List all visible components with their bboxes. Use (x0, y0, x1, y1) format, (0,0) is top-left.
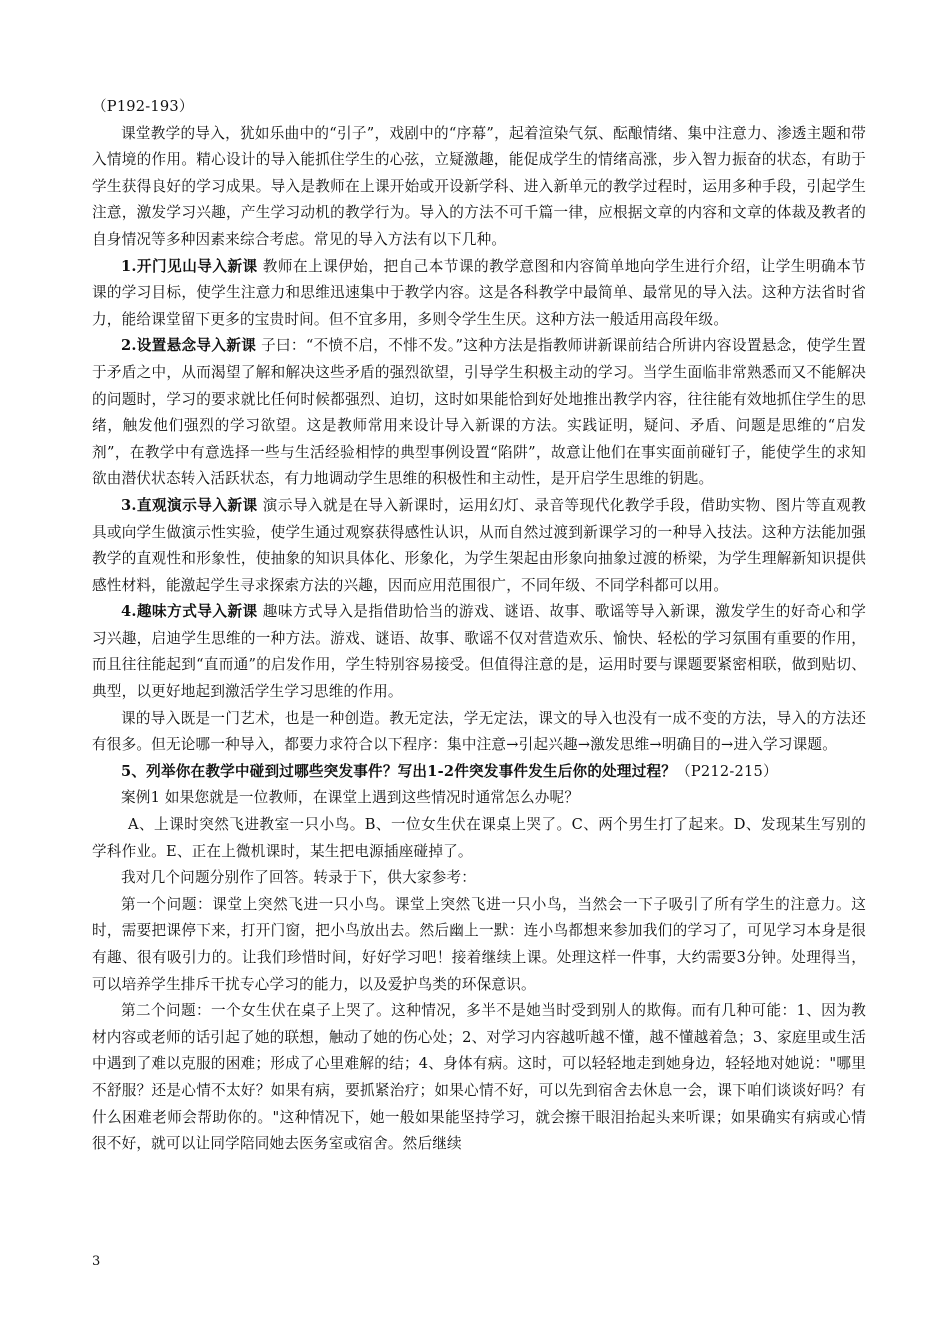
answer-intro: 我对几个问题分别作了回答。转录于下，供大家参考： (121, 869, 477, 887)
question-5-text: 5、列举你在教学中碰到过哪些突发事件？写出1-2件突发事件发生后你的处理过程？ (121, 762, 677, 780)
page-reference: （P192-193） (92, 98, 194, 115)
method-3-paragraph (92, 493, 866, 599)
method-2-title: 2.设置悬念导入新课 (121, 337, 257, 355)
method-4-title: 4.趣味方式导入新课 (121, 603, 258, 621)
document-body (92, 94, 866, 1158)
summary-paragraph: 课的导入既是一门艺术，也是一种创造。教无定法，学无定法，课文的导入也没有一成不变的方法，导入的方法还有很多。但无论哪一种导入，都要力求符合以下程序：集中注意→引起兴趣→激发思维→明确目的→进入学习课题。 (92, 709, 866, 754)
answer-1-paragraph: 第一个问题：课堂上突然飞进一只小鸟。课堂上突然飞进一只小鸟，当然会一下子吸引了所有学生的注意力。这时，需要把课停下来，打开门窗，把小鸟放出去。然后幽上一默：连小鸟都想来参加我们的学习了，可见学习本身是很有趣、很有吸引力的。让我们珍惜时间，好好学习吧！接着继续上课。处理这样一件事，大约需要3分钟。处理得当，可以培养学生排斥干扰专心学习的能力，以及爱护鸟类的环保意识。 (92, 895, 866, 993)
method-1-text: 教师在上课伊始，把自己本节课的教学意图和内容简单地向学生进行介绍，让学生明确本节课的学习目标，使学生注意力和思维迅速集中于教学内容。这是各科教学中最简单、最常见的导入法。这种方法省时省力，能给课堂留下更多的宝贵时间。但不宜多用，多则令学生生厌。这种方法一般适用高段年级。 (92, 257, 866, 328)
case-intro: 案例1 如果您就是一位教师，在课堂上遇到这些情况时通常怎么办呢？ (121, 789, 580, 807)
method-4-paragraph (92, 599, 866, 705)
page-number: 3 (92, 1254, 101, 1269)
case-items: A、上课时突然飞进教室一只小鸟。B、一位女生伏在课桌上哭了。C、两个男生打了起来。D、发现某生写别的学科作业。E、正在上微机课时，某生把电源插座碰掉了。 (92, 816, 866, 860)
answer-2-paragraph: 第二个问题：一个女生伏在桌子上哭了。这种情况，多半不是她当时受到别人的欺侮。而有几种可能：1、因为教材内容或老师的话引起了她的联想，触动了她的伤心处；2、对学习内容越听越不懂，越不懂越着急；3、家庭里或生活中遇到了难以克服的困难；形成了心里难解的结；4、身体有病。这时，可以轻轻地走到她身边，轻轻地对她说："哪里不舒服？还是心情不太好？如果有病，要抓紧治疗；如果心情不好，可以先到宿舍去休息一会，课下咱们谈谈好吗？有什么困难老师会帮助你的。"这种情况下，她一般如果能坚持学习，就会擦干眼泪抬起头来听课；如果确实有病或心情很不好，就可以让同学陪同她去医务室或宿舍。然后继续 (92, 1002, 866, 1153)
method-1-title: 1.开门见山导入新课 (121, 257, 258, 275)
method-2-text: 子曰：“不愤不启，不悱不发。”这种方法是指教师讲新课前结合所讲内容设置悬念，使学生置于矛盾之中，从而渴望了解和解决这些矛盾的强烈欲望，引导学生积极主动的学习。当学生面临非常熟悉而又不能解决的问题时，学习的要求就比任何时候都强烈、迫切，这时如果能恰到好处地推出教学内容，往往能有效地抓住学生的思绪，触发他们强烈的学习欲望。这是教师常用来设计导入新课的方法。实践证明，疑问、矛盾、问题是思维的“启发剂”，在教学中有意选择一些与生活经验相悖的典型事例设置“陷阱”，故意让他们在事实面前碰钉子，能使学生的求知欲由潜伏状态转入活跃状态，有力地调动学生思维的积极性和主动性，是开启学生思维的钥匙。 (92, 337, 866, 488)
method-1-paragraph (92, 254, 866, 334)
question-5-heading (92, 759, 866, 786)
method-2-paragraph (92, 333, 866, 493)
method-3-title: 3.直观演示导入新课 (121, 496, 258, 514)
intro-paragraph: 课堂教学的导入，犹如乐曲中的“引子”，戏剧中的“序幕”，起着渲染气氛、酝酿情绪、集中注意力、渗透主题和带入情境的作用。精心设计的导入能抓住学生的心弦，立疑激趣，能促成学生的情绪高涨，步入智力振奋的状态，有助于学生获得良好的学习成果。导入是教师在上课开始或开设新学科、进入新单元的教学过程时，运用多种手段，引起学生注意，激发学习兴趣，产生学习动机的教学行为。导入的方法不可千篇一律，应根据文章的内容和文章的体裁及教者的自身情况等多种因素来综合考虑。常见的导入方法有以下几种。 (92, 124, 866, 248)
question-5-reference: （P212-215） (676, 762, 778, 780)
method-4-text: 趣味方式导入是指借助恰当的游戏、谜语、故事、歌谣等导入新课，激发学生的好奇心和学习兴趣，启迪学生思维的一种方法。游戏、谜语、故事、歌谣不仅对营造欢乐、愉快、轻松的学习氛围有重要的作用，而且往往能起到“直而通”的启发作用，学生特别容易接受。但值得注意的是，运用时要与课题要紧密相联，做到贴切、典型，以更好地起到激活学生学习思维的作用。 (92, 603, 866, 701)
method-3-text: 演示导入就是在导入新课时，运用幻灯、录音等现代化教学手段，借助实物、图片等直观教具或向学生做演示性实验，使学生通过观察获得感性认识，从而自然过渡到新课学习的一种导入技法。这种方法能加强教学的直观性和形象性，使抽象的知识具体化、形象化，为学生架起由形象向抽象过渡的桥梁，为学生理解新知识提供感性材料，能激起学生寻求探索方法的兴趣，因而应用范围很广，不同年级、不同学科都可以用。 (92, 496, 866, 594)
